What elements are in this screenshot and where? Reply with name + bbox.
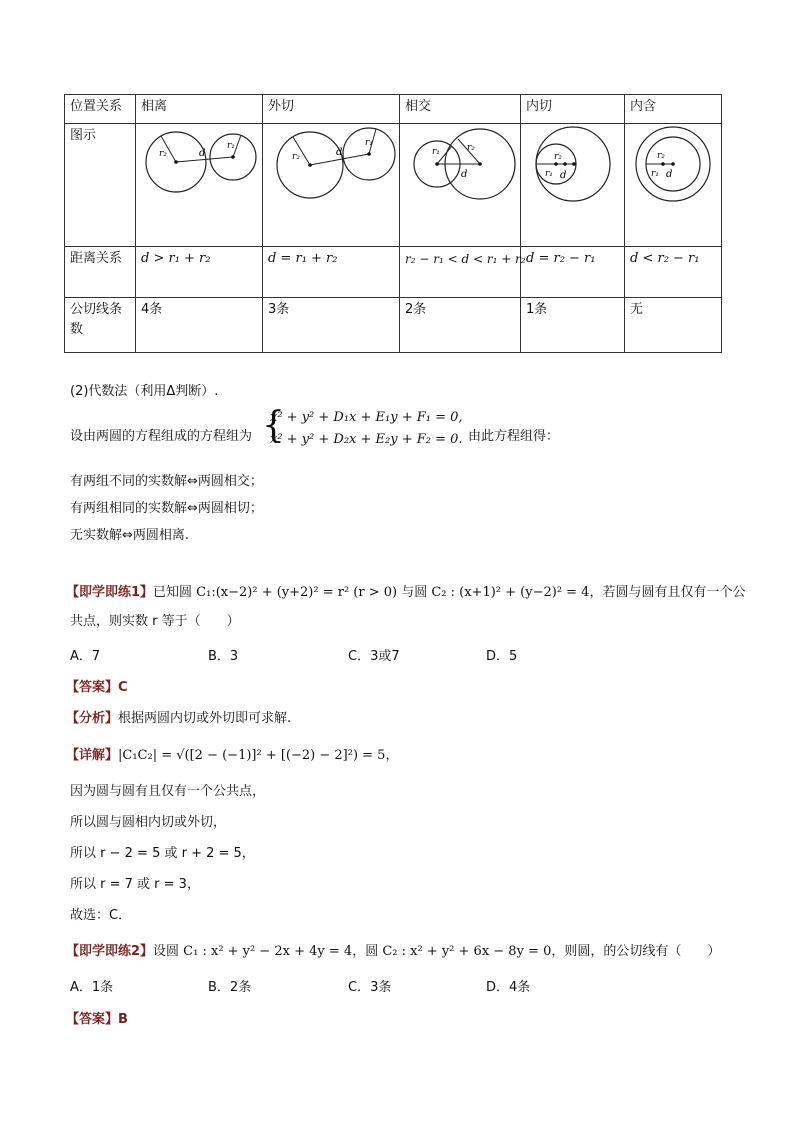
algebra-intro: 设由两圆的方程组成的方程组为 (70, 429, 253, 444)
ex1-analysis (66, 707, 291, 726)
header-separate: 相离 (136, 95, 263, 124)
ex1-question-line2: 共点，则实数 r 等于（ ） (70, 614, 240, 629)
ex1-option-a: A．7 (70, 649, 101, 664)
header-contained: 内含 (625, 95, 722, 124)
svg-text:r₁: r₁ (227, 141, 235, 151)
svg-text:r₂: r₂ (159, 149, 167, 159)
figure-contained (625, 124, 722, 247)
header-internal-tangent: 内切 (521, 95, 625, 124)
ex2-option-a: A．1条 (70, 980, 114, 995)
ex2-question (66, 940, 720, 959)
ex1-option-c: C．3或7 (348, 649, 400, 664)
ex2-option-b: B．2条 (208, 980, 252, 995)
circle-position-table (64, 94, 722, 353)
svg-text:r₁: r₁ (365, 138, 373, 148)
svg-text:d: d (461, 169, 468, 180)
ex1-answer (66, 676, 128, 695)
equation-system (270, 407, 463, 451)
figure-internal-tangent (521, 124, 625, 247)
figure-external-tangent (263, 124, 400, 247)
row-label-figure: 图示 (65, 124, 136, 247)
svg-text:d: d (559, 170, 566, 181)
distance-intersect: r₂ − r₁ < d < r₁ + r₂ (400, 247, 521, 298)
ex2-option-d: D．4条 (486, 980, 531, 995)
svg-text:r₁: r₁ (651, 169, 659, 179)
ex1-answer-value: C (118, 680, 128, 695)
tangents-intersect: 2条 (400, 298, 521, 353)
row-label-tangents: 公切线条数 (65, 298, 136, 353)
ex1-step-4: 所以 r = 7 或 r = 3， (70, 877, 200, 892)
case-separate: 无实数解⇔两圆相离. (70, 528, 190, 543)
svg-text:r₂: r₂ (467, 143, 475, 153)
ex1-analysis-tag: 【分析】 (66, 711, 119, 726)
equation-1: x² + y² + D₁x + E₁y + F₁ = 0, (270, 410, 463, 425)
system-brace: { (262, 405, 285, 446)
ex1-step-1: 因为圆与圆有且仅有一个公共点， (70, 784, 266, 799)
svg-text:r₂: r₂ (657, 151, 665, 161)
svg-text:d: d (336, 147, 343, 158)
ex1-answer-tag: 【答案】 (66, 680, 119, 695)
figure-separate (136, 124, 263, 247)
algebra-after: 由此方程组得： (468, 429, 560, 444)
case-tangent: 有两组相同的实数解⇔两圆相切； (70, 501, 263, 516)
tangents-contained: 无 (625, 298, 722, 353)
equation-2: x² + y² + D₂x + E₂y + F₂ = 0. (270, 432, 463, 447)
distance-internal-tangent: d = r₂ − r₁ (521, 247, 625, 298)
header-external-tangent: 外切 (263, 95, 400, 124)
ex1-question-line1 (66, 581, 745, 600)
ex1-detail (66, 744, 398, 763)
table-header-row (65, 95, 722, 124)
ex2-option-c: C．3条 (348, 980, 392, 995)
ex2-answer-tag: 【答案】 (66, 1012, 119, 1027)
svg-text:r₂: r₂ (553, 152, 562, 162)
svg-text:r₁: r₁ (432, 147, 440, 157)
table-figure-row (65, 124, 722, 247)
header-position: 位置关系 (65, 95, 136, 124)
tangents-separate: 4条 (136, 298, 263, 353)
distance-contained: d < r₂ − r₁ (625, 247, 722, 298)
tangents-internal-tangent: 1条 (521, 298, 625, 353)
ex1-detail-tag: 【详解】 (66, 748, 119, 763)
table-tangent-row (65, 298, 722, 353)
distance-external-tangent: d = r₁ + r₂ (263, 247, 400, 298)
case-intersect: 有两组不同的实数解⇔两圆相交； (70, 474, 263, 489)
ex1-question-text: 已知圆 C₁:(x−2)² + (y+2)² = r² (r > 0) 与圆 C₂ : (x+1)² + (y−2)² = 4，若圆与圆有且仅有一个公 (153, 585, 746, 600)
ex1-option-d: D．5 (486, 649, 518, 664)
ex2-answer-value: B (118, 1012, 128, 1027)
distance-separate: d > r₁ + r₂ (136, 247, 263, 298)
table-distance-row (65, 247, 722, 298)
ex1-analysis-text: 根据两圆内切或外切即可求解. (118, 711, 292, 726)
algebra-heading: (2)代数法（利用Δ判断）. (70, 384, 219, 399)
ex1-detail-formula: |C₁C₂| = √([2 − (−1)]² + [(−2) − 2]²) = 5， (118, 748, 399, 763)
ex2-answer (66, 1008, 128, 1027)
tangents-external-tangent: 3条 (263, 298, 400, 353)
ex2-question-text: 设圆 C₁ : x² + y² − 2x + 4y = 4，圆 C₂ : x² + y² + 6x − 8y = 0，则圆，的公切线有（ ） (153, 944, 721, 959)
svg-text:r₁: r₁ (544, 169, 553, 179)
ex2-tag: 【即学即练2】 (66, 944, 154, 959)
ex1-step-5: 故选：C． (70, 908, 132, 923)
ex1-step-3: 所以 r − 2 = 5 或 r + 2 = 5， (70, 846, 255, 861)
figure-intersect (400, 124, 521, 247)
svg-text:d: d (666, 169, 673, 180)
svg-text:d: d (199, 148, 206, 159)
ex1-step-2: 所以圆与圆相内切或外切， (70, 815, 227, 830)
ex1-option-b: B．3 (208, 649, 239, 664)
ex1-tag: 【即学即练1】 (66, 585, 154, 600)
row-label-distance: 距离关系 (65, 247, 136, 298)
svg-text:r₂: r₂ (292, 152, 300, 162)
header-intersect: 相交 (400, 95, 521, 124)
